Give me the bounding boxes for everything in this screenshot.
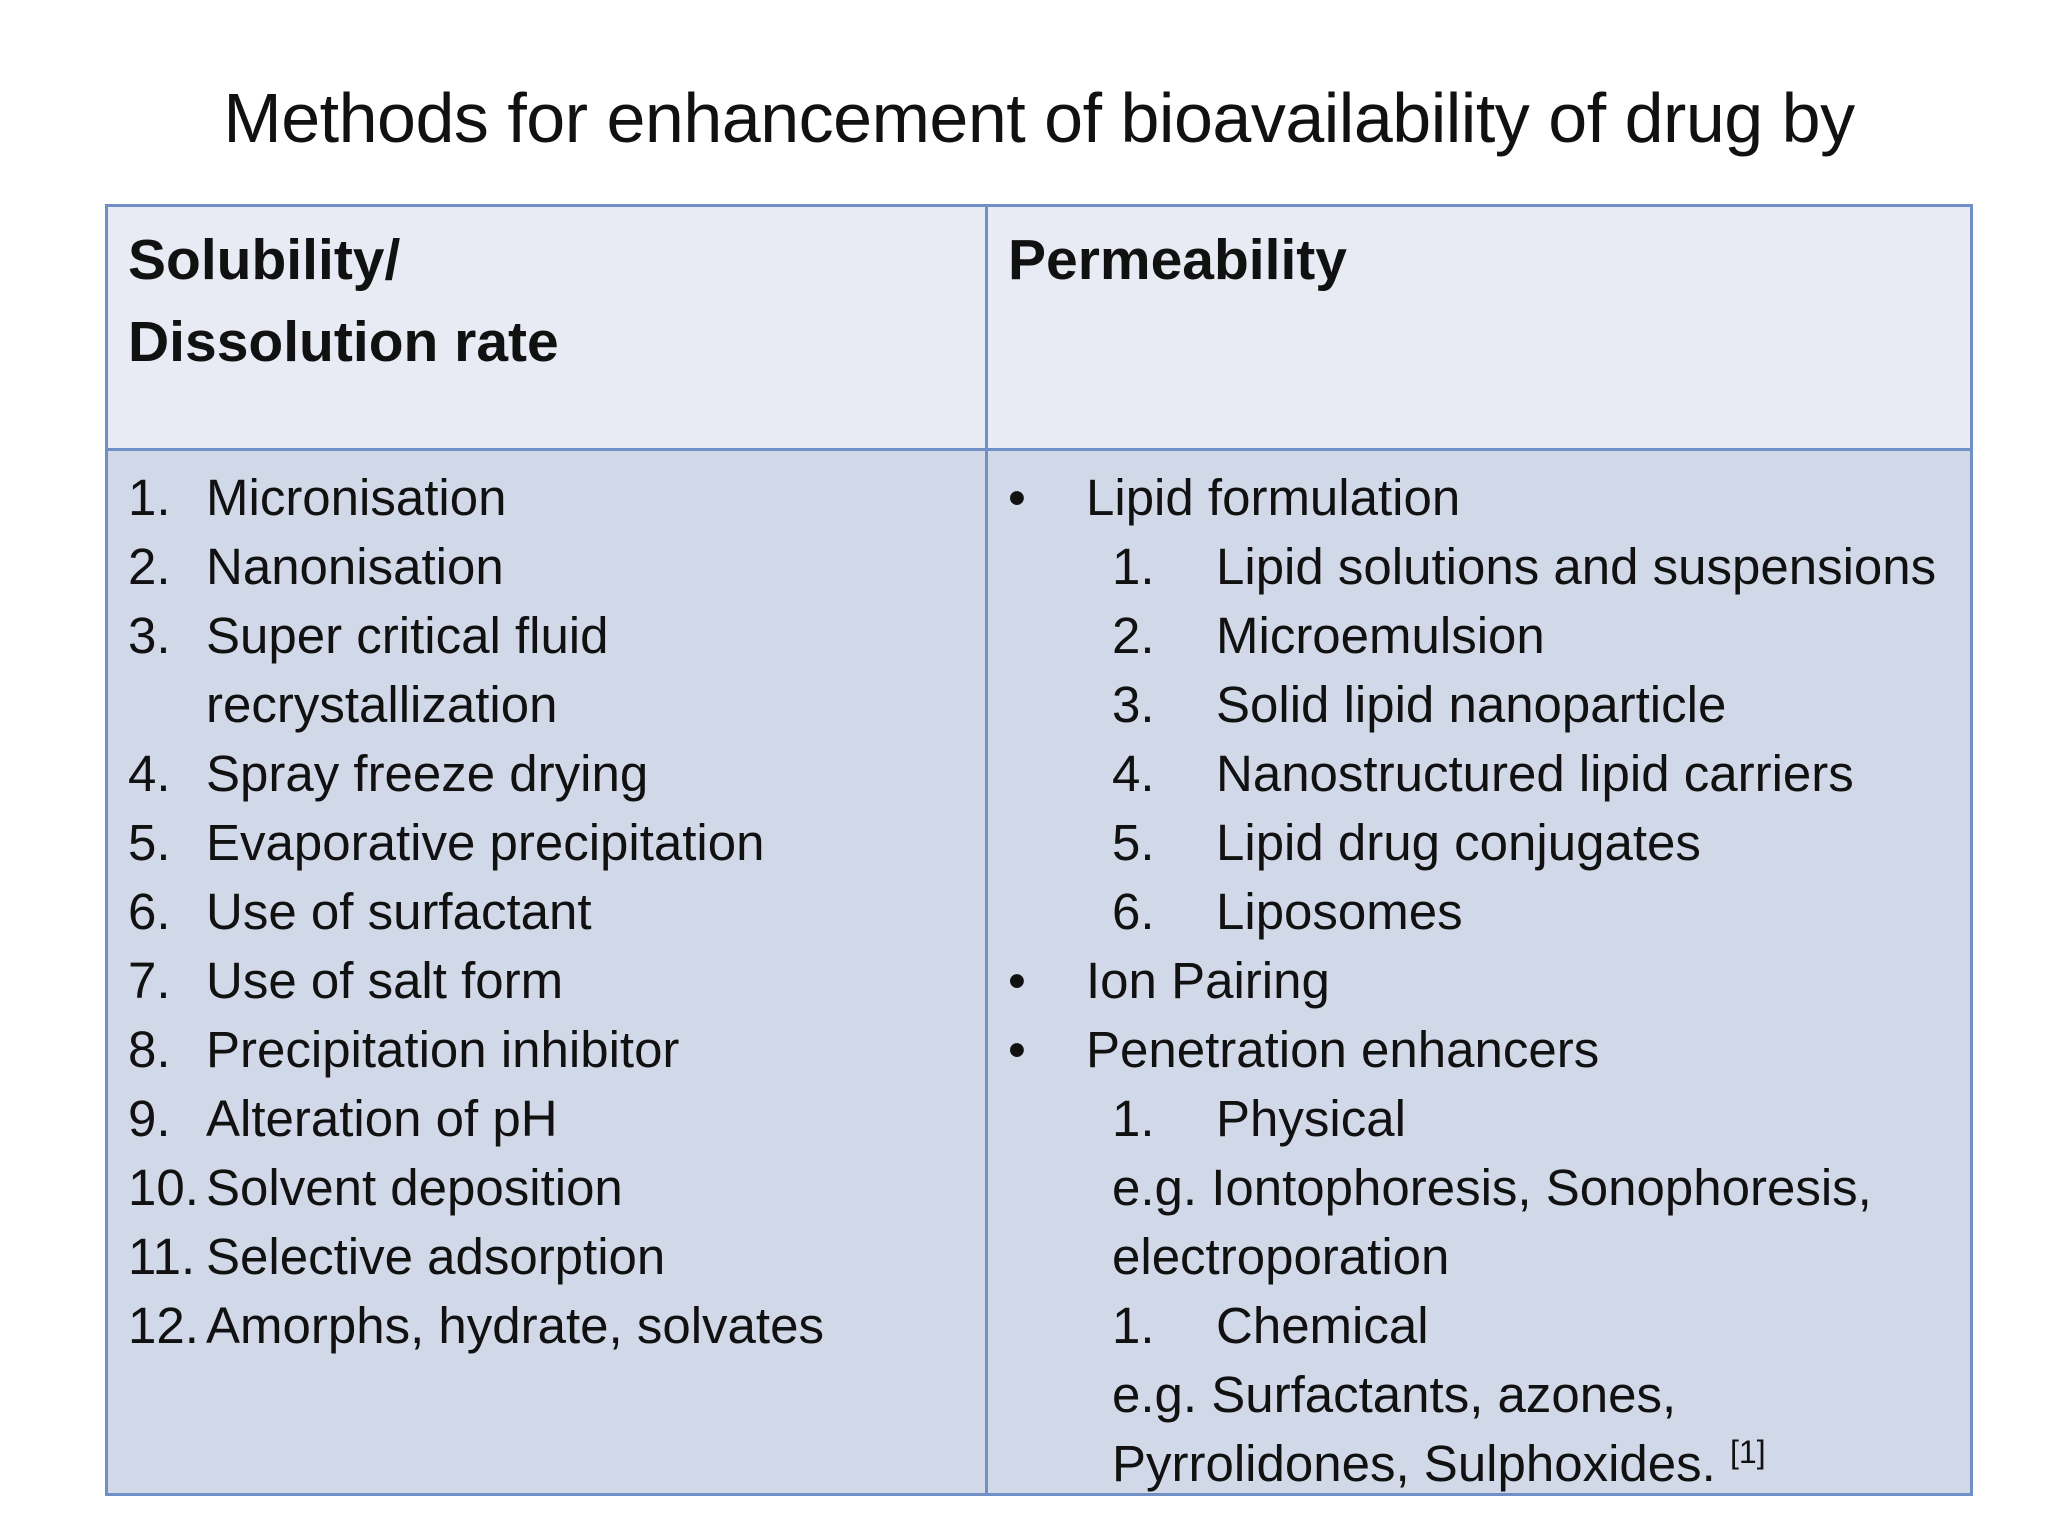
item-number: 1. [1112,1297,1155,1354]
item-number: 7. [128,952,171,1009]
item-number: 9. [128,1090,171,1147]
bullet-item-lipid-formulation [1008,463,1958,532]
sub-list-item [1008,601,1958,670]
item-text: Lipid solutions and suspensions [1216,538,1937,595]
header-solubility-cell [108,207,988,451]
list-item [128,1153,978,1222]
header-solubility-line2: Dissolution rate [128,310,559,374]
item-number: 6. [1112,883,1155,940]
list-item [128,1291,978,1360]
item-text: Selective adsorption [206,1228,666,1285]
item-number: 4. [1112,745,1155,802]
item-text: Use of salt form [206,952,564,1009]
item-number: 1. [1112,1090,1155,1147]
sub-list-item [1008,877,1958,946]
item-text: Spray freeze drying [206,745,649,802]
item-text: Alteration of pH [206,1090,558,1147]
header-permeability: Permeability [1008,228,1347,292]
item-number: 5. [1112,814,1155,871]
methods-table [105,204,1973,1496]
solubility-methods-cell [108,451,988,1493]
sub-list-item [1008,670,1958,739]
item-number: 10. [128,1159,199,1216]
item-number: 12. [128,1297,199,1354]
item-text: Amorphs, hydrate, solvates [206,1297,824,1354]
item-number: 2. [128,538,171,595]
item-text: Evaporative precipitation [206,814,765,871]
sub-list-item [1008,808,1958,877]
slide-title: Methods for enhancement of bioavailability of drug by [223,79,1855,157]
item-text-line1: Super critical fluid [206,607,609,664]
item-number: 1. [128,469,171,526]
citation-reference: [1] [1730,1434,1766,1470]
sub-list-item-physical [1008,1084,1958,1153]
chemical-example-text: Pyrrolidones, Sulphoxides. [1112,1435,1716,1492]
header-permeability-cell [988,207,1970,451]
physical-example-line1: e.g. Iontophoresis, Sonophoresis, [1112,1159,1872,1216]
list-item [128,463,978,532]
item-text: Use of surfactant [206,883,592,940]
bullet-text: Ion Pairing [1086,952,1330,1009]
list-item [128,808,978,877]
bullet-text: Lipid formulation [1086,469,1461,526]
item-text: Liposomes [1216,883,1463,940]
list-item [128,1015,978,1084]
item-text-line2: recrystallization [206,676,558,733]
item-text: Chemical [1216,1297,1429,1354]
item-text [206,601,978,739]
sub-list-item-chemical [1008,1291,1958,1360]
bullet-icon: • [1008,952,1026,1009]
item-text: Microemulsion [1216,607,1545,664]
list-item [128,877,978,946]
permeability-methods-list [1008,463,1958,1498]
list-item [128,601,978,739]
item-text: Precipitation inhibitor [206,1021,680,1078]
item-text: Nanostructured lipid carriers [1216,745,1854,802]
item-number: 11. [128,1228,196,1285]
item-number: 6. [128,883,171,940]
item-text: Solvent deposition [206,1159,623,1216]
list-item [128,1084,978,1153]
list-item [128,739,978,808]
item-text: Micronisation [206,469,507,526]
bullet-icon: • [1008,469,1026,526]
header-solubility-line1: Solubility/ [128,228,401,292]
bullet-item-penetration-enhancers [1008,1015,1958,1084]
item-text: Solid lipid nanoparticle [1216,676,1727,733]
solubility-methods-list [128,463,978,1360]
item-text: Nanonisation [206,538,504,595]
bullet-item-ion-pairing [1008,946,1958,1015]
item-number: 3. [128,607,171,664]
chemical-example-line1: e.g. Surfactants, azones, [1112,1366,1677,1423]
item-number: 1. [1112,538,1155,595]
sub-list-item [1008,739,1958,808]
header-solubility [128,219,559,383]
physical-example-line2: electroporation [1112,1228,1450,1285]
bullet-text: Penetration enhancers [1086,1021,1600,1078]
list-item [128,1222,978,1291]
bullet-icon: • [1008,1021,1026,1078]
item-number: 5. [128,814,171,871]
list-item [128,946,978,1015]
sub-list-item [1008,532,1958,601]
item-number: 2. [1112,607,1155,664]
item-text: Physical [1216,1090,1406,1147]
item-number: 4. [128,745,171,802]
item-number: 3. [1112,676,1155,733]
item-text: Lipid drug conjugates [1216,814,1701,871]
item-number: 8. [128,1021,171,1078]
permeability-methods-cell [988,451,1970,1493]
list-item [128,532,978,601]
chemical-example-line2 [1008,1429,1958,1498]
